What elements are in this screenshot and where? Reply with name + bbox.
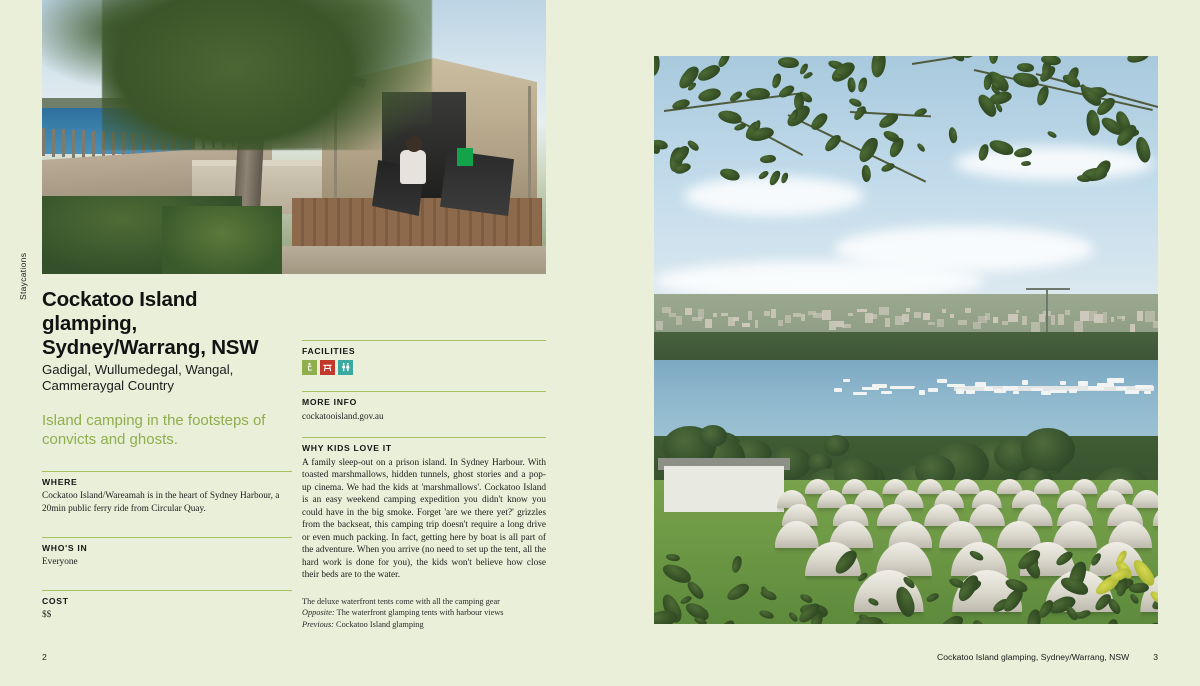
- info-block-whos-in: [42, 537, 292, 568]
- toilets-icon: [338, 360, 353, 375]
- facilities-heading: FACILITIES: [302, 346, 356, 356]
- block-heading: COST: [42, 596, 69, 607]
- block-text: Cockatoo Island/Wareamah is in the heart of Sydney Harbour, a 20min public ferry ride from Circular Quay.: [42, 491, 280, 514]
- more-info-heading: MORE INFO: [302, 397, 357, 407]
- block-text: Everyone: [42, 556, 78, 567]
- more-info-link[interactable]: cockatooisland.gov.au: [302, 411, 384, 421]
- block-heading: WHERE: [42, 477, 78, 488]
- facilities-block: [302, 340, 546, 375]
- folio-right: [937, 652, 1158, 662]
- middle-text-column: [302, 340, 546, 631]
- photo-captions: [302, 596, 546, 631]
- photo-campground-harbour-view: [654, 56, 1158, 624]
- divider: [302, 340, 546, 341]
- divider: [42, 590, 292, 591]
- divider: [42, 471, 292, 472]
- info-block-where: [42, 471, 292, 515]
- accessible-icon: [302, 360, 317, 375]
- page-title: Cockatoo Island glamping, Sydney/Warrang, NSW: [42, 288, 259, 359]
- why-kids-block: [302, 437, 546, 582]
- more-info-block: [302, 391, 546, 421]
- divider: [302, 391, 546, 392]
- photo-glamping-tent-deck: [42, 0, 546, 274]
- country-subtitle: Gadigal, Wullumedegal, Wangal, Cammeraygal Country: [42, 362, 234, 394]
- picnic-table-icon: [320, 360, 335, 375]
- caption-line: Opposite: The waterfront glamping tents with harbour views: [302, 608, 504, 618]
- divider: [302, 437, 546, 438]
- block-text: $$: [42, 610, 52, 621]
- info-block-cost: [42, 590, 292, 621]
- why-kids-text: A family sleep-out on a prison island. In Sydney Harbour. With toasted marshmallows, hidden tunnels, ghost stories and a pop-up cinema. We had the kids at 'marshmallows'. Cockatoo Island is an easy weekend camping expedition you didn't know you could have in the big smoke. Forget 'are we there yet?' grizzles from the backseat, this camping trip doesn't require a long drive or even much packing. In fact, getting here by boat is all part of the adventure. When you arrive (no need to set up the tent, all the hard work is done for you), the kids won't believe how close their beds are to the water.: [302, 458, 546, 581]
- facilities-icon-row: [302, 360, 546, 375]
- folio-number: 3: [1153, 652, 1158, 662]
- left-text-column: [42, 288, 292, 621]
- footer-caption: Cockatoo Island glamping, Sydney/Warrang, NSW: [937, 652, 1130, 662]
- standfirst: Island camping in the footsteps of convicts and ghosts.: [42, 411, 266, 449]
- why-kids-heading: WHY KIDS LOVE IT: [302, 443, 392, 453]
- caption-line: Previous: Cockatoo Island glamping: [302, 620, 424, 630]
- divider: [42, 537, 292, 538]
- running-head: Staycations: [18, 252, 28, 300]
- folio-left: 2: [42, 652, 47, 662]
- caption-line: The deluxe waterfront tents come with all the camping gear: [302, 596, 500, 606]
- block-heading: WHO'S IN: [42, 542, 88, 553]
